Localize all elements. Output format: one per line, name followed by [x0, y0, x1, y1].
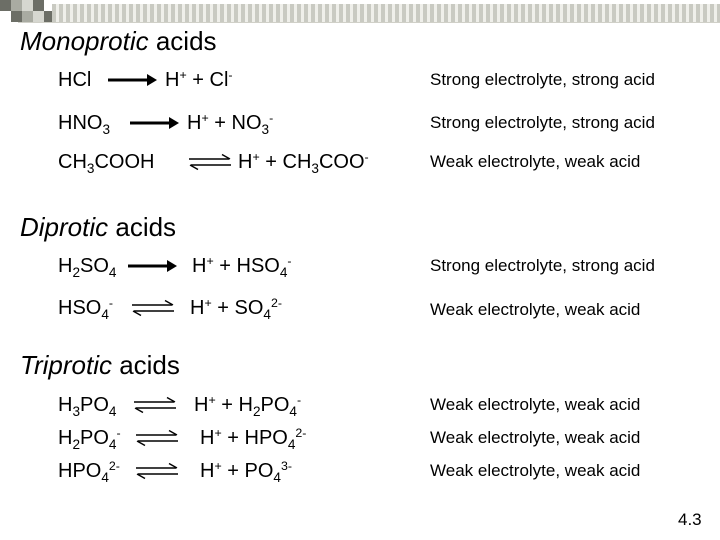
- products-h3po4: $H^+ + H_2PO_4^-$: [194, 393, 302, 419]
- equation-row-h2so4: [0, 254, 720, 294]
- note-hno3: Strong electrolyte, strong acid: [430, 113, 655, 132]
- reactant-hcl: HCl: [58, 69, 92, 91]
- products-hno3: $H^+ + NO_3^-$: [187, 111, 274, 137]
- equilibrium-arrow-icon: [132, 396, 178, 414]
- note-hpo4: Weak electrolyte, weak acid: [430, 461, 641, 480]
- equation-row-hpo4: [0, 459, 720, 499]
- right-arrow-icon: [126, 258, 178, 274]
- reactant-hno3: $HNO_3$: [58, 112, 111, 137]
- equilibrium-arrow-icon: [130, 299, 176, 317]
- reactant-h3po4: $H_3PO_4$: [58, 394, 117, 419]
- note-ch3cooh: Weak electrolyte, weak acid: [430, 152, 641, 171]
- header-stripe: [52, 4, 720, 22]
- reactant-h2po4: $H_2PO_4^-$: [58, 426, 121, 452]
- equation-row-ch3cooh: [0, 150, 720, 190]
- right-arrow-icon: [128, 115, 180, 131]
- equilibrium-arrow-icon: [187, 153, 233, 171]
- monoprotic-heading: Monoprotic acids: [20, 26, 217, 56]
- products-ch3cooh: $H^+ + CH_3COO^-$: [238, 150, 369, 176]
- note-h2po4: Weak electrolyte, weak acid: [430, 428, 641, 447]
- note-h3po4: Weak electrolyte, weak acid: [430, 395, 641, 414]
- header-rule: [18, 22, 720, 23]
- note-hso4: Weak electrolyte, weak acid: [430, 300, 641, 319]
- reactant-ch3cooh: $CH_3COOH$: [58, 151, 155, 176]
- reactant-hso4: $HSO_4^-$: [58, 296, 114, 322]
- reactant-h2so4: $H_2SO_4$: [58, 255, 117, 280]
- equation-row-hso4: [0, 296, 720, 336]
- products-hcl: H+ + Cl-: [165, 68, 233, 91]
- products-hso4: $H^+ + SO_4^{2-}$: [190, 296, 282, 322]
- products-hpo4: $H^+ + PO_4^{3-}$: [200, 459, 292, 485]
- triprotic-heading: Triprotic acids: [20, 350, 180, 380]
- right-arrow-icon: [106, 72, 158, 88]
- note-h2so4: Strong electrolyte, strong acid: [430, 256, 655, 275]
- products-h2so4: $H^+ + HSO_4^-$: [192, 254, 292, 280]
- reactant-hpo4: $HPO_4^{2-}$: [58, 459, 120, 485]
- page-number: 4.3: [678, 510, 702, 529]
- equation-row-hno3: [0, 111, 720, 151]
- equilibrium-arrow-icon: [134, 462, 180, 480]
- equilibrium-arrow-icon: [134, 429, 180, 447]
- products-h2po4: $H^+ + HPO_4^{2-}$: [200, 426, 307, 452]
- diprotic-heading: Diprotic acids: [20, 212, 177, 242]
- equation-row-hcl: [0, 68, 720, 108]
- note-hcl: Strong electrolyte, strong acid: [430, 70, 655, 89]
